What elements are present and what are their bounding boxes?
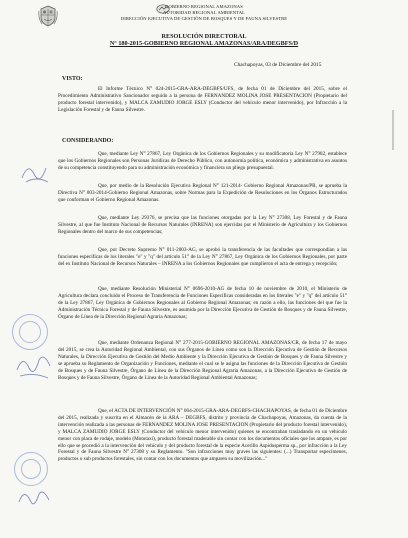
header-line-1: GOBIERNO REGIONAL AMAZONAS	[165, 4, 243, 9]
document-date: Chachapoyas, 03 de Diciembre del 2015	[234, 62, 322, 68]
resolution-title: RESOLUCIÓN DIRECTORAL	[161, 33, 247, 40]
official-seal-stamp	[14, 452, 48, 486]
header-line-3: DIRECCIÓN EJECUTIVA DE GESTIÓN DE BOSQUES Y DE FAUNA SILVESTRE	[120, 16, 288, 21]
considerando-paragraph	[58, 183, 347, 204]
scan-edge-shadow	[392, 110, 394, 150]
resolution-number: N° 180-2015-GOBIERNO REGIONAL AMAZONAS/ARA/DEGBFS/D	[109, 40, 299, 47]
considerando-paragraph	[58, 340, 347, 381]
considerando-heading: CONSIDERANDO:	[62, 138, 114, 144]
handwritten-initials-icon	[18, 156, 52, 190]
paragraph-text: Que, mediante Ley N° 27867, Ley Orgánica de los Gobiernos Regionales y su modificatoria Ley N° 27902, establece que los Gobiernos Regionales son Personas Jurídicas de Derecho Público, con autonomía política, económica y administrativa en asuntos de su competencia constituyendo para su administración económica y financiera un pliego presupuestal.	[58, 151, 347, 171]
paragraph-text: Que, mediante Resolución Ministerial N° 0696-2010-AG de fecha 10 de noviembre de 2010, el Ministerio de Agricultura declara concluido el Proceso de Transferencia de Funciones Específicas consideradas en los literales "e" y "q" del artículo 51° de la Ley 27867, Ley Orgánica de Gobiernos Regionales al Gobierno Regional Amazonas; en razón a ello, las funciones del que fue la Administración Técnica Forestal y de Fauna Silvestre, es asumida por la Dirección Ejecutiva de Gestión de Bosques y de Fauna Silvestre, Órgano de Línea de la Dirección Regional Agraria Amazonas;	[58, 286, 347, 320]
considerando-paragraph	[58, 408, 347, 463]
paragraph-text: Que, mediante Ley 29376, se precisa que las funciones otorgadas por la Ley N° 27308, Ley Forestal y de Fauna Silvestre, al que fue Instituto Nacional de Recursos Naturales (INRENA) son ejercidas por el Ministerio de Agricultura y los Gobiernos Regionales dentro del marco de sus competencias;	[58, 215, 347, 235]
considerando-paragraph	[58, 215, 347, 236]
header-line-2: AUTORIDAD REGIONAL AMBIENTAL	[162, 10, 246, 15]
visto-heading: VISTO:	[62, 76, 83, 82]
letterhead	[0, 2, 408, 26]
paragraph-text: Que, por medio de la Resolución Ejecutiva Regional N° 121-2014- Gobierno Regional Amazonas/PR, se aprueba la Directiva N° 003-2014-Gobierno Regional Amazonas, sobre Normas para la Expedición de Resoluciones en los Órganos Estructurados que conforman el Gobierno Regional Amazonas.	[58, 183, 347, 203]
considerando-paragraph	[58, 247, 347, 268]
handwritten-signature-icon	[14, 350, 54, 384]
considerando-paragraph	[58, 286, 347, 321]
official-seal-stamp	[12, 314, 48, 350]
paragraph-text: Que, el ACTA DE INTERVENCIÓN N° 004-2015-GRA-ARA-DEGBFS-CHACHAPOYAS, de fecha 01 de Diciembre del 2015, realizada y suscrita en el Almacén de la ARA – DEGBFS, distrito y provincia de Chachapoyas, Amazonas, da cuenta de la intervención realizada a las personas de FERNANDEZ MOLINA JOSE PRESENTACION (Propietario del producto forestal intervenido), y MALCA ZAMUDIO JORGE ESLY (Conductor del vehículo menor intervenido) quienes se encontraban trasladando en un vehículo menor con placa de rodaje, modelo (Mototaxi), producto forestal maderable sin contar con los documentos oficiales que los ampare, es por ello que se procedió a la intervención del vehículo y del producto forestal de la especie Acerillo Aspidosperma sp., por infracción a la Ley Forestal y de Fauna Silvestre N° 27308 y su Reglamento. "Son infracciones muy graves las siguientes: (...) Transportar especímenes, productos o sub productos forestales, sin contar con los documentos que amparen su movilización..."	[58, 408, 347, 463]
visto-paragraph	[58, 86, 347, 114]
considerando-paragraph	[58, 151, 347, 172]
paragraph-text: Que, por Decreto Supremo N° 011-2003-AG, se aprobó la transferencia de las facultades que correspondían a las funciones específicas de los literales "e" y "q" del artículo 51° de la Ley N° 27867, Ley Orgánica de los Gobiernos Regionales, por parte del ex Instituto Nacional de Recursos Naturales – INRENA a los Gobiernos Regionales que cumplieron el acta de entrega y recepción;	[58, 247, 347, 267]
visto-text: El Informe Técnico N° 024-2015-GRA-ARA-DEGBFS/UFS, de fecha 01 de Diciembre del 2015, sobre el Procedimiento Administrativo Sancionador seguido a la persona de FERNANDEZ MOLINA JOSE PRESENTACION (Propietario del producto forestal intervenido), y MALCA ZAMUDIO JORGE ESLY (Conductor del vehículo menor intervenido), por Infracción a la Legislación Forestal y de Fauna Silvestre.	[58, 86, 347, 113]
paragraph-text: Que, mediante Ordenanza Regional N° 277-2015-GOBIERNO REGIONAL AMAZONAS/CR, de fecha 17 de mayo del 2015, se crea la Autoridad Regional Ambiental, con sus Órganos de Línea como son la Dirección Ejecutiva de Gestión de Recursos Naturales, la Dirección Ejecutiva de Gestión del Medio Ambiente y la Dirección Ejecutiva de Gestión de Bosques y de Fauna Silvestre y se aprueba su Reglamento de Organización y Funciones, mediante el cual se le asigna las funciones de la Dirección Ejecutiva de Gestión de Bosques y de Fauna Silvestre, Órgano de Línea de la Dirección Regional Agraria Amazonas, a la Dirección Ejecutiva de Gestión de Bosques y de Fauna Silvestre, Órgano de Línea de la Autoridad Regional Ambiental Amazonas;	[58, 340, 347, 381]
handwritten-signature-icon	[16, 486, 52, 516]
